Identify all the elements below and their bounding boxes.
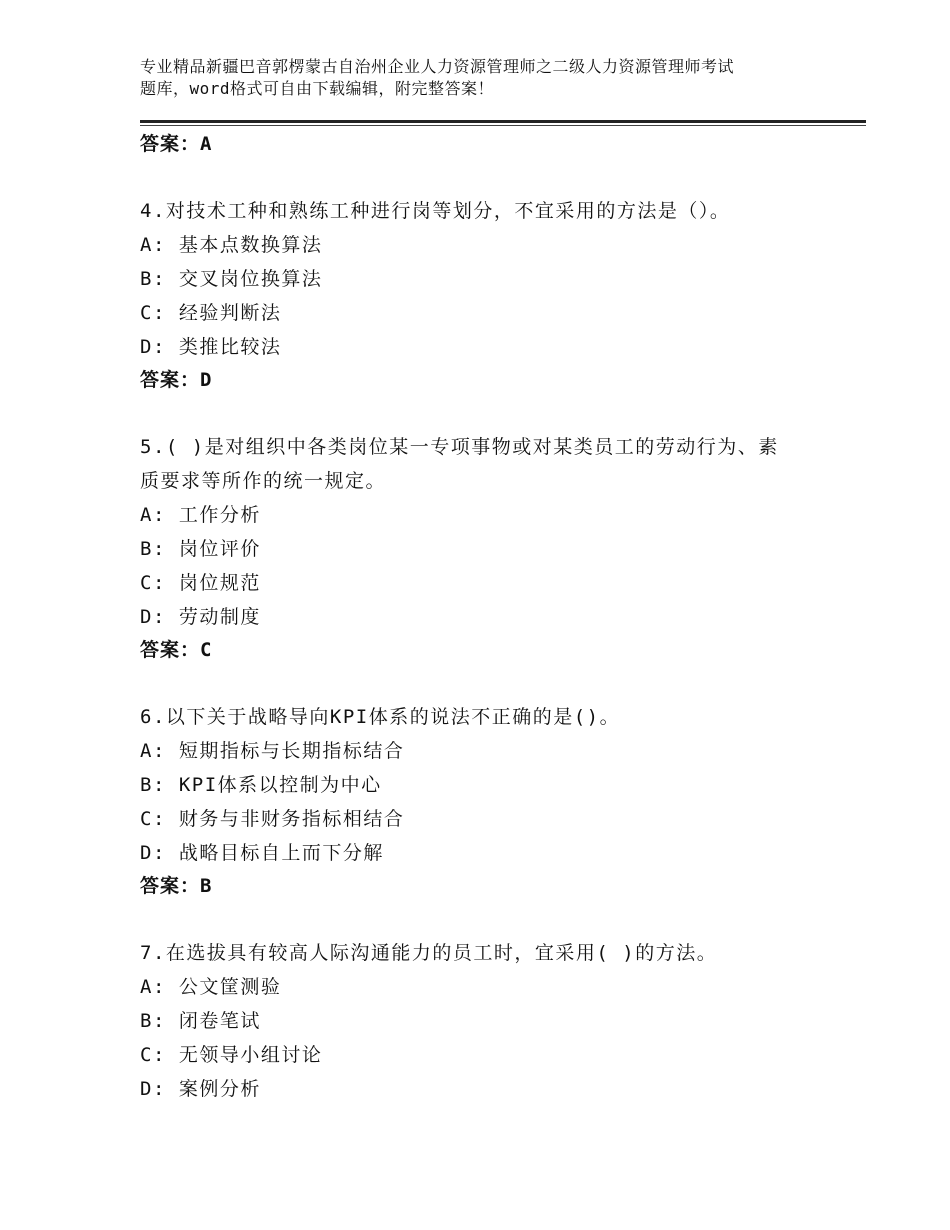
- question-stem-line-2: 质要求等所作的统一规定。: [140, 470, 387, 492]
- option-b: B: 岗位评价: [140, 538, 261, 560]
- header-line-2: 题库，word格式可自由下载编辑，附完整答案！: [140, 79, 495, 98]
- option-a: A: 公文筐测验: [140, 976, 282, 998]
- answer-line: 答案：B: [140, 875, 213, 897]
- answer-line: 答案：C: [140, 639, 213, 661]
- question-4: [140, 194, 820, 398]
- option-a: A: 短期指标与长期指标结合: [140, 740, 405, 762]
- question-stem: 7.在选拔具有较高人际沟通能力的员工时，宜采用( )的方法。: [140, 942, 718, 964]
- question-list: [140, 128, 820, 1106]
- option-b: B: KPI体系以控制为中心: [140, 774, 382, 796]
- question-stem-line-1: 5.( )是对组织中各类岗位某一专项事物或对某类员工的劳动行为、素: [140, 436, 779, 458]
- question-5: [140, 430, 820, 668]
- header-line-1: 专业精品新疆巴音郭楞蒙古自治州企业人力资源管理师之二级人力资源管理师考试: [140, 57, 735, 76]
- option-c: C: 无领导小组讨论: [140, 1044, 323, 1066]
- answer-line: 答案：D: [140, 369, 213, 391]
- document-header: [140, 56, 840, 100]
- option-a: A: 基本点数换算法: [140, 234, 323, 256]
- option-d: D: 类推比较法: [140, 336, 282, 358]
- option-d: D: 劳动制度: [140, 606, 261, 628]
- answer-line-3: 答案：A: [140, 133, 213, 155]
- question-7: [140, 936, 820, 1106]
- question-stem: 4.对技术工种和熟练工种进行岗等划分，不宜采用的方法是（）。: [140, 200, 731, 222]
- option-c: C: 经验判断法: [140, 302, 282, 324]
- option-b: B: 交叉岗位换算法: [140, 268, 323, 290]
- option-a: A: 工作分析: [140, 504, 261, 526]
- option-d: D: 战略目标自上而下分解: [140, 842, 384, 864]
- option-d: D: 案例分析: [140, 1078, 261, 1100]
- option-c: C: 岗位规范: [140, 572, 261, 594]
- header-divider-thin: [140, 125, 866, 126]
- option-b: B: 闭卷笔试: [140, 1010, 261, 1032]
- question-stem: 6.以下关于战略导向KPI体系的说法不正确的是()。: [140, 706, 621, 728]
- header-divider-thick: [140, 120, 866, 123]
- question-6: [140, 700, 820, 904]
- option-c: C: 财务与非财务指标相结合: [140, 808, 405, 830]
